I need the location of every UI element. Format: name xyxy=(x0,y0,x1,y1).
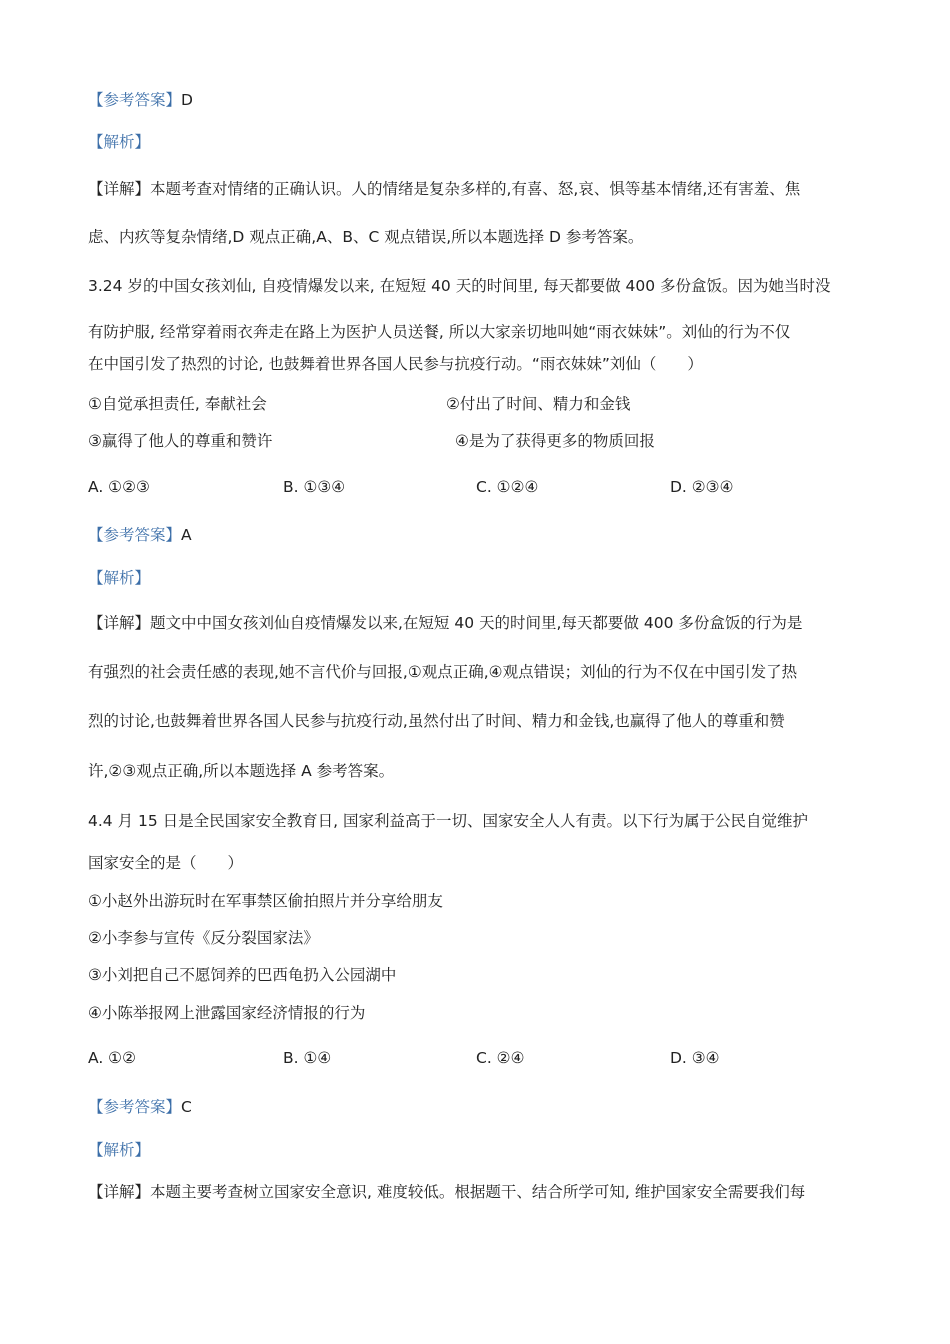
question-stem: 4.4 月 15 日是全民国家安全教育日, 国家利益高于一切、国家安全人人有责。以下行为属于公民自觉维护 xyxy=(88,812,809,830)
statement-item: ①小赵外出游玩时在军事禁区偷拍照片并分享给朋友 xyxy=(88,892,443,910)
question-stem: 国家安全的是（ ） xyxy=(88,854,244,872)
statement-item: ②付出了时间、精力和金钱 xyxy=(446,395,631,413)
choice-option: A. ①② xyxy=(88,1049,136,1067)
answer-label: 【参考答案】 xyxy=(88,91,182,109)
detail-text: 【详解】本题主要考查树立国家安全意识, 难度较低。根据题干、结合所学可知, 维护国家安全需要我们每 xyxy=(88,1183,806,1201)
analysis-label: 【解析】 xyxy=(88,133,151,151)
choice-option: C. ①②④ xyxy=(476,478,539,496)
choice-option: D. ②③④ xyxy=(670,478,734,496)
answer-value: D xyxy=(181,91,193,109)
choice-option: C. ②④ xyxy=(476,1049,525,1067)
choice-option: D. ③④ xyxy=(670,1049,720,1067)
detail-text: 虑、内疚等复杂情绪,D 观点正确,A、B、C 观点错误,所以本题选择 D 参考答案。 xyxy=(88,228,644,246)
question-stem: 3.24 岁的中国女孩刘仙, 自疫情爆发以来, 在短短 40 天的时间里, 每天都要做 400 多份盒饭。因为她当时没 xyxy=(88,277,831,295)
statement-item: ④是为了获得更多的物质回报 xyxy=(455,432,655,450)
statement-item: ①自觉承担责任, 奉献社会 xyxy=(88,395,267,413)
statement-item: ③小刘把自己不愿饲养的巴西龟扔入公园湖中 xyxy=(88,966,397,984)
question-stem: 在中国引发了热烈的讨论, 也鼓舞着世界各国人民参与抗疫行动。“雨衣妹妹”刘仙（ ） xyxy=(88,355,703,373)
choice-option: A. ①②③ xyxy=(88,478,150,496)
detail-text: 有强烈的社会责任感的表现,她不言代价与回报,①观点正确,④观点错误；刘仙的行为不仅在中国引发了热 xyxy=(88,663,798,681)
choice-option: B. ①④ xyxy=(283,1049,332,1067)
question-stem: 有防护服, 经常穿着雨衣奔走在路上为医护人员送餐, 所以大家亲切地叫她“雨衣妹妹”。刘仙的行为不仅 xyxy=(88,323,791,341)
answer-label: 【参考答案】 xyxy=(88,526,182,544)
detail-text: 【详解】题文中中国女孩刘仙自疫情爆发以来,在短短 40 天的时间里,每天都要做 400 多份盒饭的行为是 xyxy=(88,614,803,632)
choice-option: B. ①③④ xyxy=(283,478,346,496)
analysis-label: 【解析】 xyxy=(88,1141,151,1159)
statement-item: ②小李参与宣传《反分裂国家法》 xyxy=(88,929,319,947)
answer-line xyxy=(88,524,192,546)
detail-text: 烈的讨论,也鼓舞着世界各国人民参与抗疫行动,虽然付出了时间、精力和金钱,也赢得了他人的尊重和赞 xyxy=(88,712,785,730)
answer-value: C xyxy=(181,1098,192,1116)
detail-text: 许,②③观点正确,所以本题选择 A 参考答案。 xyxy=(88,762,395,780)
answer-value: A xyxy=(181,526,192,544)
statement-item: ③赢得了他人的尊重和赞许 xyxy=(88,432,273,450)
answer-label: 【参考答案】 xyxy=(88,1098,182,1116)
analysis-label: 【解析】 xyxy=(88,569,151,587)
answer-line xyxy=(88,89,193,111)
answer-line xyxy=(88,1096,192,1118)
statement-item: ④小陈举报网上泄露国家经济情报的行为 xyxy=(88,1004,366,1022)
detail-text: 【详解】本题考查对情绪的正确认识。人的情绪是复杂多样的,有喜、怒,哀、惧等基本情绪,还有害羞、焦 xyxy=(88,180,801,198)
